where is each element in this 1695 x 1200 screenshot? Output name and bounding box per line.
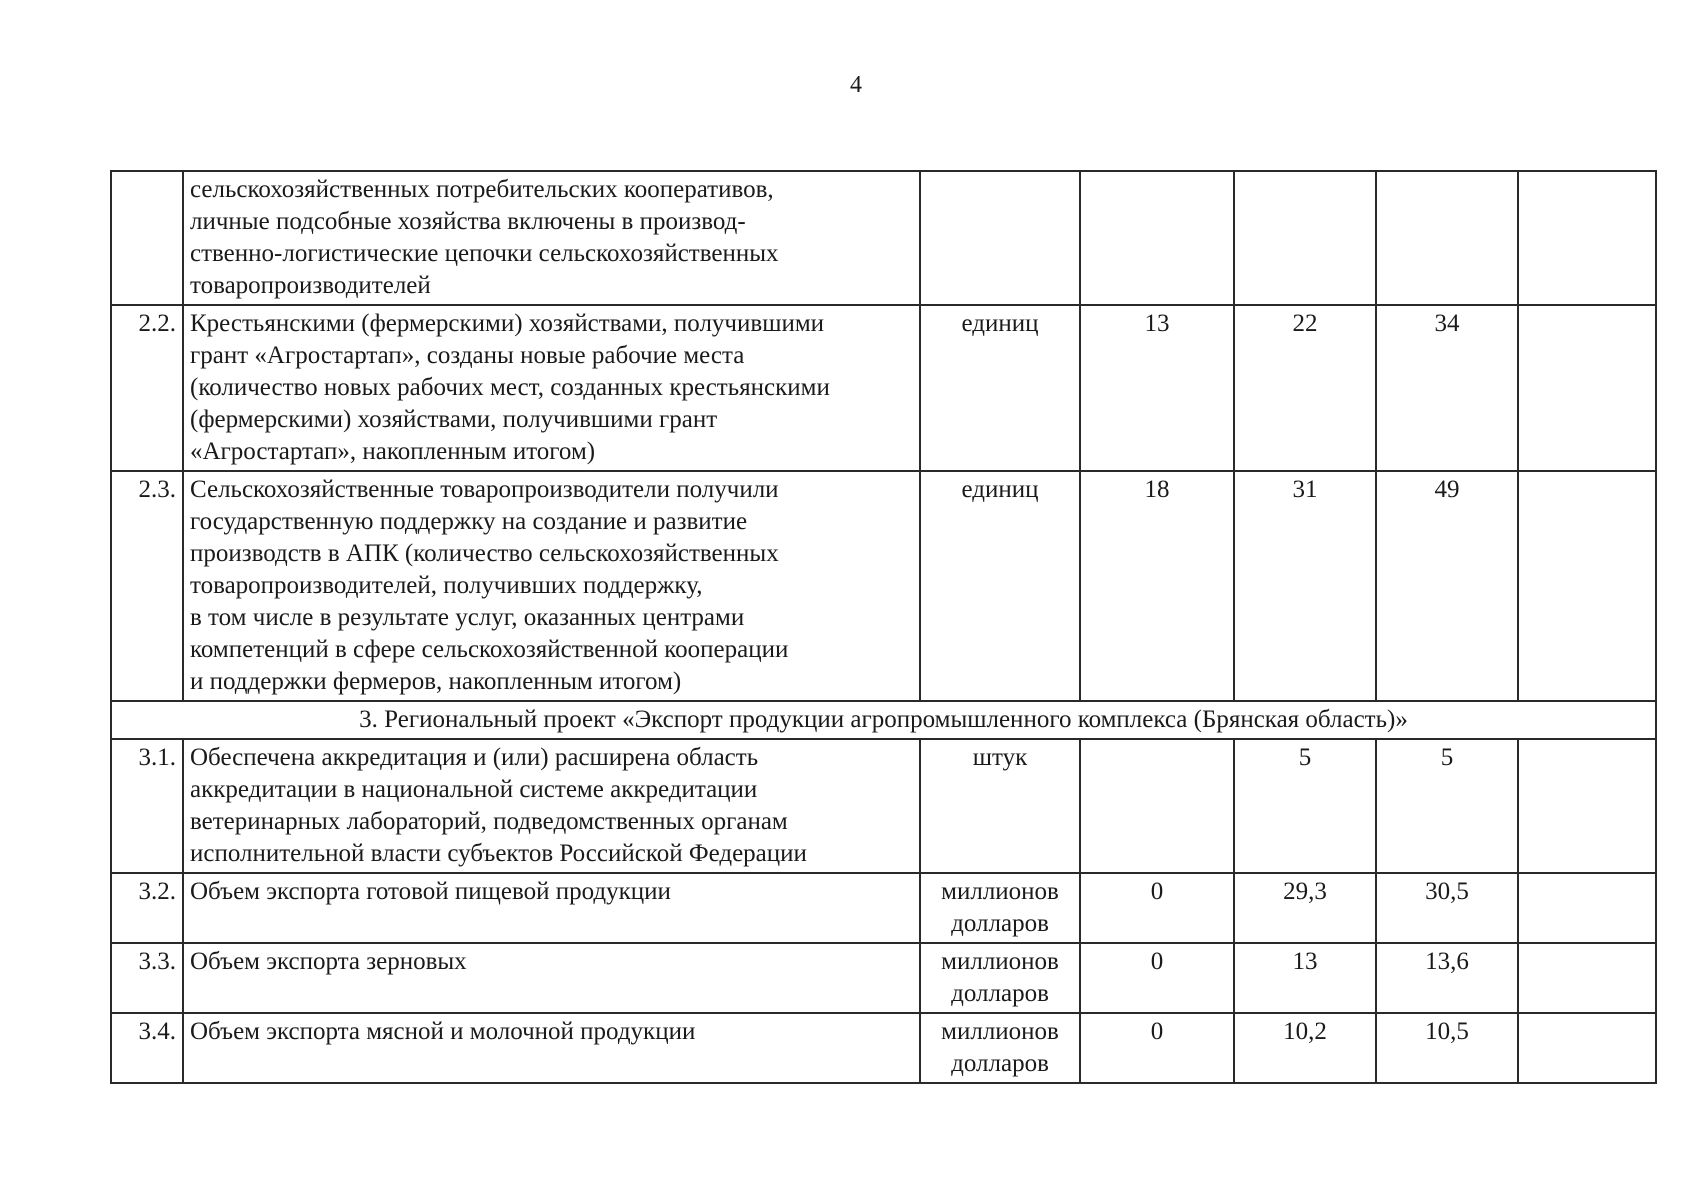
description-line: компетенций в сфере сельскохозяйственной кооперации <box>190 636 789 663</box>
description-line: (количество новых рабочих мест, созданных крестьянскими <box>190 374 830 401</box>
value-cell-4 <box>1518 739 1656 873</box>
unit-line: штук <box>972 744 1028 771</box>
section-title: 3. Региональный проект «Экспорт продукции агропромышленного комплекса (Брянская область)» <box>111 701 1656 739</box>
unit-of-measure <box>920 739 1080 873</box>
value-cell-2: 10,2 <box>1234 1013 1376 1083</box>
unit-line: миллионов <box>941 878 1059 905</box>
value-cell-2: 22 <box>1234 305 1376 471</box>
description-line: и поддержки фермеров, накопленным итогом) <box>190 668 682 695</box>
unit-line: долларов <box>951 980 1049 1007</box>
table-body-section-2 <box>111 171 1656 701</box>
table-body-section-3 <box>111 739 1656 1083</box>
description-line: Объем экспорта готовой пищевой продукции <box>190 878 671 905</box>
table-row <box>111 471 1656 701</box>
value-cell-1 <box>1080 739 1234 873</box>
value-cell-2: 31 <box>1234 471 1376 701</box>
row-number: 3.4. <box>111 1013 183 1083</box>
value-cell-3: 49 <box>1376 471 1518 701</box>
description-line: производств в АПК (количество сельскохозяйственных <box>190 540 779 567</box>
value-cell-1: 13 <box>1080 305 1234 471</box>
description-line: личные подсобные хозяйства включены в производ- <box>190 208 746 235</box>
unit-line: миллионов <box>941 948 1059 975</box>
unit-line: единиц <box>961 476 1039 503</box>
value-cell-4 <box>1518 471 1656 701</box>
unit-of-measure <box>920 1013 1080 1083</box>
value-cell-2: 13 <box>1234 943 1376 1013</box>
description-line: в том числе в результате услуг, оказанных центрами <box>190 604 745 631</box>
value-cell-2: 29,3 <box>1234 873 1376 943</box>
indicator-description <box>183 171 920 305</box>
value-cell-4 <box>1518 943 1656 1013</box>
indicator-description <box>183 1013 920 1083</box>
row-number: 2.2. <box>111 305 183 471</box>
description-line: сельскохозяйственных потребительских кооперативов, <box>190 176 774 203</box>
description-line: Сельскохозяйственные товаропроизводители получили <box>190 476 779 503</box>
value-cell-1: 18 <box>1080 471 1234 701</box>
indicator-description <box>183 873 920 943</box>
value-cell-1: 0 <box>1080 943 1234 1013</box>
table-row <box>111 305 1656 471</box>
unit-line: единиц <box>961 310 1039 337</box>
section-header-row <box>111 701 1656 739</box>
value-cell-2: 5 <box>1234 739 1376 873</box>
table-row <box>111 739 1656 873</box>
table-row <box>111 171 1656 305</box>
value-cell-3: 13,6 <box>1376 943 1518 1013</box>
value-cell-1: 0 <box>1080 1013 1234 1083</box>
table-body-section-header <box>111 701 1656 739</box>
description-line: государственную поддержку на создание и развитие <box>190 508 748 535</box>
description-line: Объем экспорта мясной и молочной продукции <box>190 1018 696 1045</box>
unit-line: миллионов <box>941 1018 1059 1045</box>
description-line: Крестьянскими (фермерскими) хозяйствами, получившими <box>190 310 825 337</box>
indicator-description <box>183 739 920 873</box>
row-number: 3.2. <box>111 873 183 943</box>
description-line: аккредитации в национальной системе аккредитации <box>190 776 758 803</box>
row-number: 3.1. <box>111 739 183 873</box>
unit-line: долларов <box>951 1050 1049 1077</box>
value-cell-3 <box>1376 171 1518 305</box>
table-row <box>111 1013 1656 1083</box>
table-row <box>111 873 1656 943</box>
value-cell-4 <box>1518 1013 1656 1083</box>
indicators-table <box>110 170 1657 1084</box>
indicator-description <box>183 305 920 471</box>
description-line: «Агростартап», накопленным итогом) <box>190 438 596 465</box>
description-line: Объем экспорта зерновых <box>190 948 467 975</box>
unit-of-measure <box>920 171 1080 305</box>
page-number: 4 <box>850 72 862 98</box>
value-cell-3: 10,5 <box>1376 1013 1518 1083</box>
value-cell-3: 34 <box>1376 305 1518 471</box>
description-line: товаропроизводителей, получивших поддержку, <box>190 572 703 599</box>
indicator-description <box>183 471 920 701</box>
unit-line: долларов <box>951 910 1049 937</box>
description-line: грант «Агростартап», созданы новые рабочие места <box>190 342 745 369</box>
unit-of-measure <box>920 873 1080 943</box>
unit-of-measure <box>920 305 1080 471</box>
value-cell-3: 5 <box>1376 739 1518 873</box>
description-line: исполнительной власти субъектов Российской Федерации <box>190 840 807 867</box>
description-line: ветеринарных лабораторий, подведомственных органам <box>190 808 788 835</box>
indicator-description <box>183 943 920 1013</box>
value-cell-4 <box>1518 305 1656 471</box>
value-cell-1 <box>1080 171 1234 305</box>
unit-of-measure <box>920 943 1080 1013</box>
value-cell-4 <box>1518 171 1656 305</box>
value-cell-4 <box>1518 873 1656 943</box>
row-number: 2.3. <box>111 471 183 701</box>
table-row <box>111 943 1656 1013</box>
row-number: 3.3. <box>111 943 183 1013</box>
description-line: ственно-логистические цепочки сельскохозяйственных <box>190 240 779 267</box>
description-line: товаропроизводителей <box>190 272 431 299</box>
row-number <box>111 171 183 305</box>
unit-of-measure <box>920 471 1080 701</box>
value-cell-1: 0 <box>1080 873 1234 943</box>
value-cell-3: 30,5 <box>1376 873 1518 943</box>
value-cell-2 <box>1234 171 1376 305</box>
description-line: (фермерскими) хозяйствами, получившими грант <box>190 406 718 433</box>
description-line: Обеспечена аккредитация и (или) расширена область <box>190 744 759 771</box>
